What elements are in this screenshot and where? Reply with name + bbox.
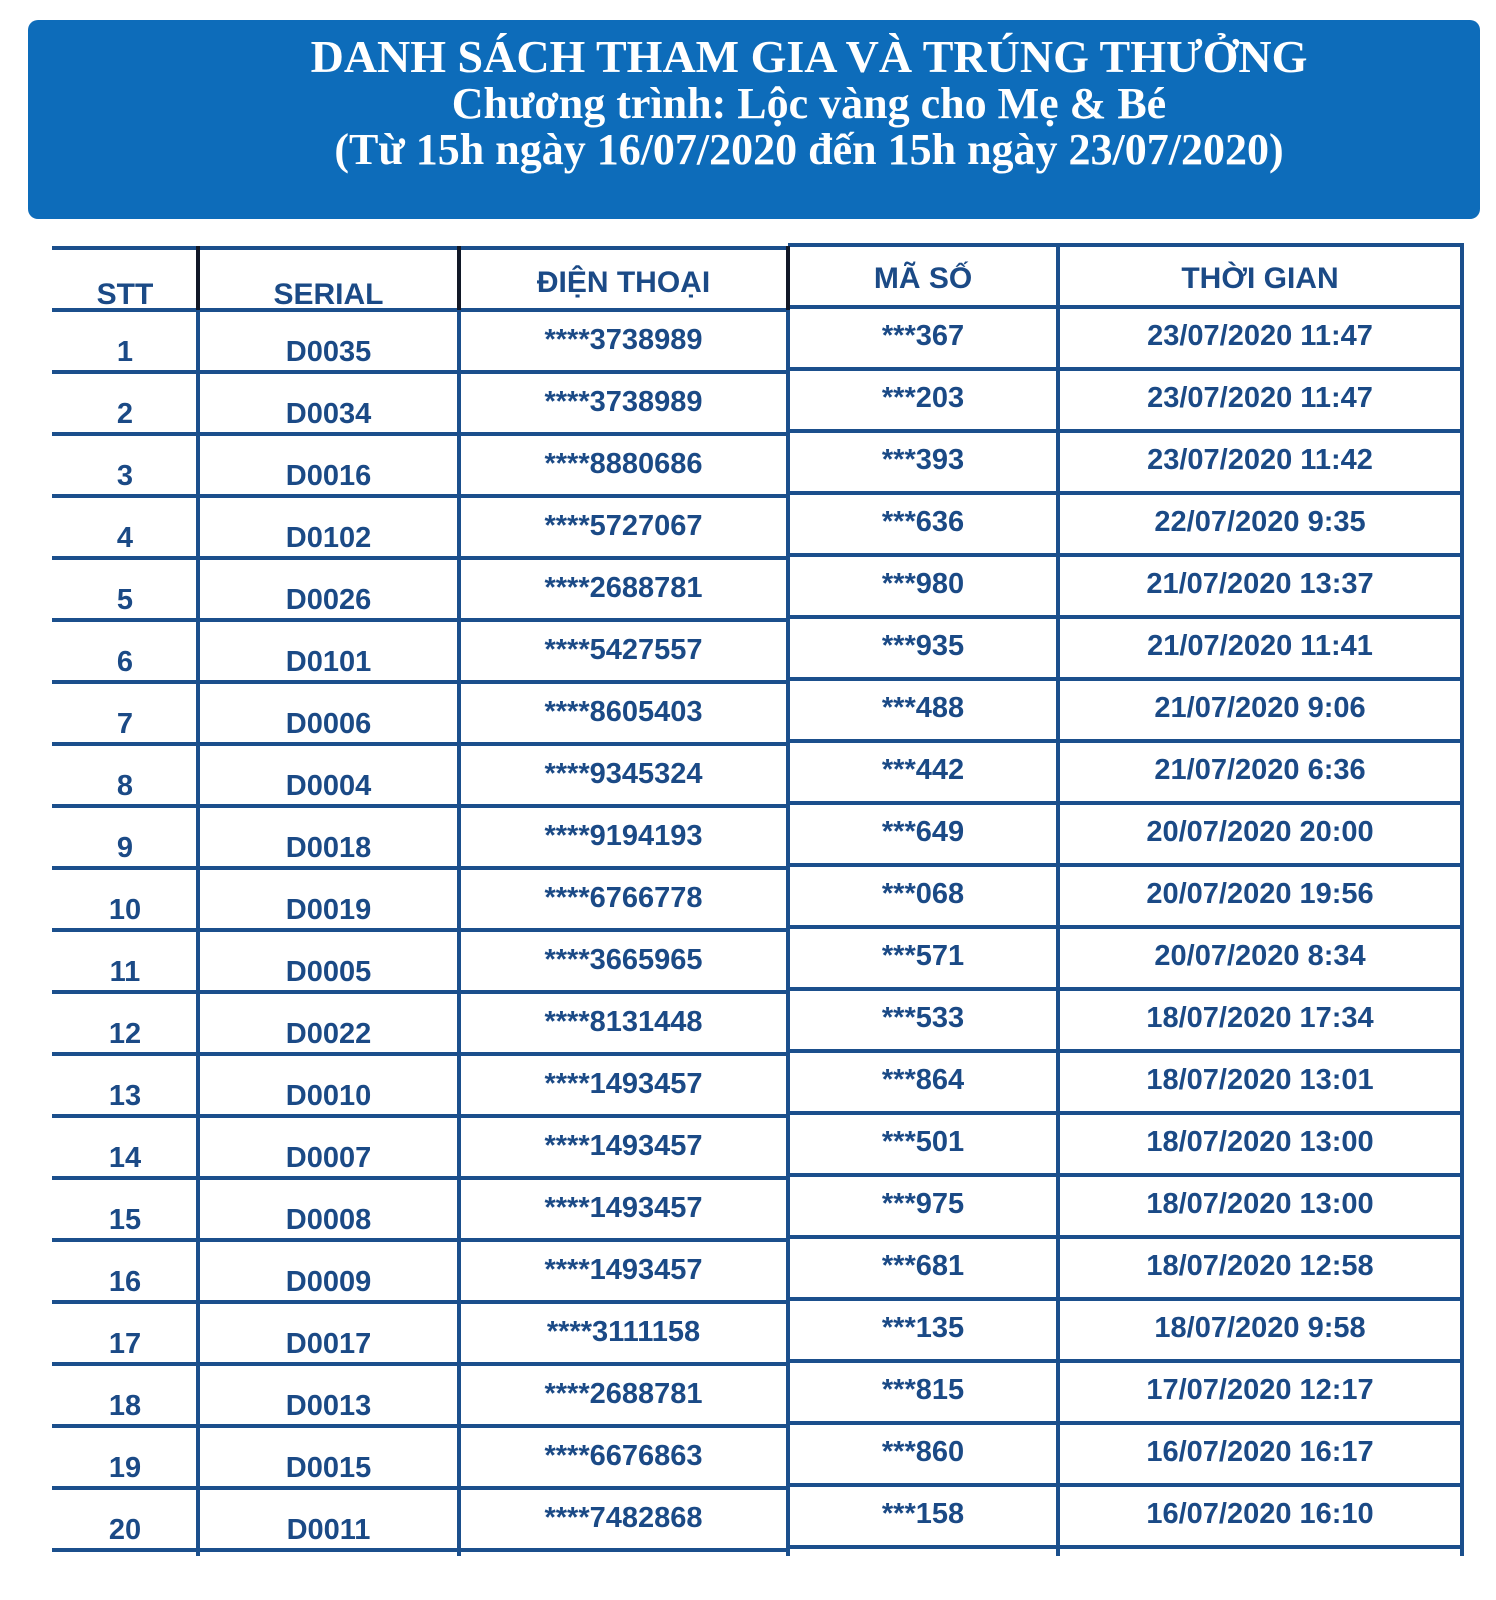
cell-stt: 1	[116, 336, 134, 368]
cell-code: ***571	[881, 940, 965, 972]
row-divider	[788, 1545, 1464, 1549]
cell-phone: ****1493457	[544, 1068, 703, 1100]
row-divider	[52, 246, 788, 250]
cell-code: ***203	[881, 382, 965, 414]
row-divider	[788, 491, 1464, 495]
cell-code: ***681	[881, 1250, 965, 1282]
cell-time: 23/07/2020 11:42	[1147, 444, 1373, 476]
cell-serial: D0018	[285, 832, 372, 864]
row-divider	[52, 928, 788, 932]
cell-stt: 6	[116, 646, 134, 678]
row-divider	[52, 618, 788, 622]
cell-stt: 10	[108, 894, 142, 926]
cell-serial: D0013	[285, 1390, 372, 1422]
column-header-serial: SERIAL	[273, 278, 384, 311]
row-divider	[52, 1052, 788, 1056]
cell-serial: D0017	[285, 1328, 372, 1360]
cell-time: 22/07/2020 9:35	[1154, 506, 1366, 538]
cell-phone: ****2688781	[544, 572, 703, 604]
row-divider	[788, 615, 1464, 619]
row-divider	[52, 1176, 788, 1180]
cell-phone: ****5427557	[544, 634, 703, 666]
cell-serial: D0010	[285, 1080, 372, 1112]
cell-time: 18/07/2020 13:00	[1146, 1126, 1374, 1158]
row-divider	[788, 429, 1464, 433]
row-divider	[52, 1424, 788, 1428]
cell-stt: 8	[116, 770, 134, 802]
cell-stt: 9	[116, 832, 134, 864]
cell-code: ***636	[881, 506, 965, 538]
cell-time: 21/07/2020 13:37	[1146, 568, 1374, 600]
cell-serial: D0006	[285, 708, 372, 740]
cell-stt: 16	[108, 1266, 142, 1298]
row-divider	[788, 305, 1464, 309]
row-divider	[52, 804, 788, 808]
cell-code: ***864	[881, 1064, 965, 1096]
cell-phone: ****6766778	[544, 882, 703, 914]
row-divider	[788, 1173, 1464, 1177]
row-divider	[788, 1235, 1464, 1239]
column-header-phone: ĐIỆN THOẠI	[536, 266, 711, 299]
cell-phone: ****8131448	[544, 1006, 703, 1038]
row-divider	[52, 494, 788, 498]
cell-code: ***980	[881, 568, 965, 600]
cell-serial: D0008	[285, 1204, 372, 1236]
cell-code: ***935	[881, 630, 965, 662]
title-banner	[28, 20, 1480, 219]
cell-serial: D0009	[285, 1266, 372, 1298]
row-divider	[788, 1049, 1464, 1053]
row-divider	[788, 1359, 1464, 1363]
cell-phone: ****9345324	[544, 758, 703, 790]
cell-phone: ****3738989	[544, 386, 703, 418]
cell-stt: 11	[109, 956, 141, 988]
cell-serial: D0022	[285, 1018, 372, 1050]
row-divider	[788, 739, 1464, 743]
cell-stt: 17	[108, 1328, 142, 1360]
cell-phone: ****8605403	[544, 696, 703, 728]
cell-serial: D0034	[285, 398, 372, 430]
cell-serial: D0015	[285, 1452, 372, 1484]
row-divider	[52, 990, 788, 994]
cell-time: 16/07/2020 16:17	[1146, 1436, 1374, 1468]
cell-time: 18/07/2020 13:01	[1146, 1064, 1374, 1096]
cell-stt: 18	[108, 1390, 142, 1422]
row-divider	[52, 432, 788, 436]
cell-code: ***135	[881, 1312, 965, 1344]
row-divider	[52, 556, 788, 560]
cell-code: ***533	[881, 1002, 965, 1034]
cell-time: 20/07/2020 8:34	[1154, 940, 1366, 972]
cell-time: 18/07/2020 9:58	[1154, 1312, 1366, 1344]
cell-phone: ****7482868	[544, 1502, 703, 1534]
row-divider	[52, 370, 788, 374]
cell-time: 21/07/2020 11:41	[1147, 630, 1373, 662]
cell-phone: ****8880686	[544, 448, 703, 480]
cell-stt: 19	[108, 1452, 142, 1484]
row-divider	[788, 367, 1464, 371]
cell-phone: ****1493457	[544, 1254, 703, 1286]
row-divider	[52, 1486, 788, 1490]
cell-code: ***158	[881, 1498, 965, 1530]
cell-serial: D0005	[285, 956, 372, 988]
cell-serial: D0016	[285, 460, 372, 492]
cell-stt: 3	[116, 460, 134, 492]
cell-stt: 13	[108, 1080, 142, 1112]
column-header-time: THỜI GIAN	[1181, 262, 1339, 295]
cell-serial: D0035	[285, 336, 372, 368]
cell-time: 18/07/2020 17:34	[1146, 1002, 1374, 1034]
cell-time: 18/07/2020 13:00	[1146, 1188, 1374, 1220]
cell-phone: ****1493457	[544, 1130, 703, 1162]
row-divider	[52, 1300, 788, 1304]
cell-code: ***815	[881, 1374, 965, 1406]
cell-time: 20/07/2020 19:56	[1146, 878, 1374, 910]
program-name: Chương trình: Lộc vàng cho Mẹ & Bé	[451, 79, 1167, 128]
program-period: (Từ 15h ngày 16/07/2020 đến 15h ngày 23/07/2020)	[334, 125, 1284, 174]
column-header-code: MÃ SỐ	[873, 262, 973, 295]
winners-table	[52, 248, 1492, 1600]
banner-title: DANH SÁCH THAM GIA VÀ TRÚNG THƯỞNG	[310, 31, 1308, 82]
cell-time: 20/07/2020 20:00	[1146, 816, 1374, 848]
row-divider	[788, 677, 1464, 681]
cell-phone: ****9194193	[544, 820, 703, 852]
cell-stt: 20	[108, 1514, 142, 1546]
cell-code: ***068	[881, 878, 965, 910]
cell-phone: ****6676863	[544, 1440, 703, 1472]
cell-phone: ****1493457	[544, 1192, 703, 1224]
cell-code: ***860	[881, 1436, 965, 1468]
cell-phone: ****3665965	[544, 944, 703, 976]
cell-stt: 5	[116, 584, 134, 616]
row-divider	[52, 680, 788, 684]
cell-code: ***442	[881, 754, 965, 786]
cell-time: 21/07/2020 9:06	[1154, 692, 1366, 724]
cell-serial: D0026	[285, 584, 372, 616]
cell-stt: 14	[108, 1142, 142, 1174]
cell-time: 16/07/2020 16:10	[1146, 1498, 1374, 1530]
row-divider	[788, 553, 1464, 557]
cell-code: ***488	[881, 692, 965, 724]
row-divider	[52, 1114, 788, 1118]
cell-serial: D0019	[285, 894, 372, 926]
cell-time: 21/07/2020 6:36	[1154, 754, 1366, 786]
row-divider	[52, 1362, 788, 1366]
cell-code: ***501	[881, 1126, 965, 1158]
cell-phone: ****5727067	[544, 510, 703, 542]
row-divider	[788, 1297, 1464, 1301]
row-divider	[52, 742, 788, 746]
row-divider	[788, 863, 1464, 867]
cell-serial: D0101	[285, 646, 372, 678]
cell-stt: 15	[108, 1204, 142, 1236]
cell-time: 18/07/2020 12:58	[1146, 1250, 1374, 1282]
cell-time: 23/07/2020 11:47	[1147, 320, 1373, 352]
cell-serial: D0004	[285, 770, 372, 802]
cell-code: ***649	[881, 816, 965, 848]
row-divider	[788, 987, 1464, 991]
column-header-stt: STT	[96, 278, 154, 311]
cell-time: 23/07/2020 11:47	[1147, 382, 1373, 414]
row-divider	[788, 801, 1464, 805]
row-divider	[788, 1483, 1464, 1487]
cell-phone: ****2688781	[544, 1378, 703, 1410]
cell-code: ***367	[881, 320, 965, 352]
cell-phone: ****3111158	[546, 1316, 701, 1348]
row-divider	[52, 866, 788, 870]
row-divider	[788, 1111, 1464, 1115]
cell-time: 17/07/2020 12:17	[1146, 1374, 1374, 1406]
cell-code: ***393	[881, 444, 965, 476]
cell-stt: 12	[108, 1018, 142, 1050]
row-divider	[52, 1548, 788, 1552]
cell-serial: D0102	[285, 522, 372, 554]
cell-serial: D0007	[285, 1142, 372, 1174]
cell-phone: ****3738989	[544, 324, 703, 356]
cell-stt: 4	[116, 522, 134, 554]
row-divider	[788, 1421, 1464, 1425]
row-divider	[52, 1238, 788, 1242]
row-divider	[788, 243, 1464, 247]
cell-stt: 7	[116, 708, 134, 740]
cell-serial: D0011	[286, 1514, 371, 1546]
cell-stt: 2	[116, 398, 134, 430]
cell-code: ***975	[881, 1188, 965, 1220]
row-divider	[788, 925, 1464, 929]
